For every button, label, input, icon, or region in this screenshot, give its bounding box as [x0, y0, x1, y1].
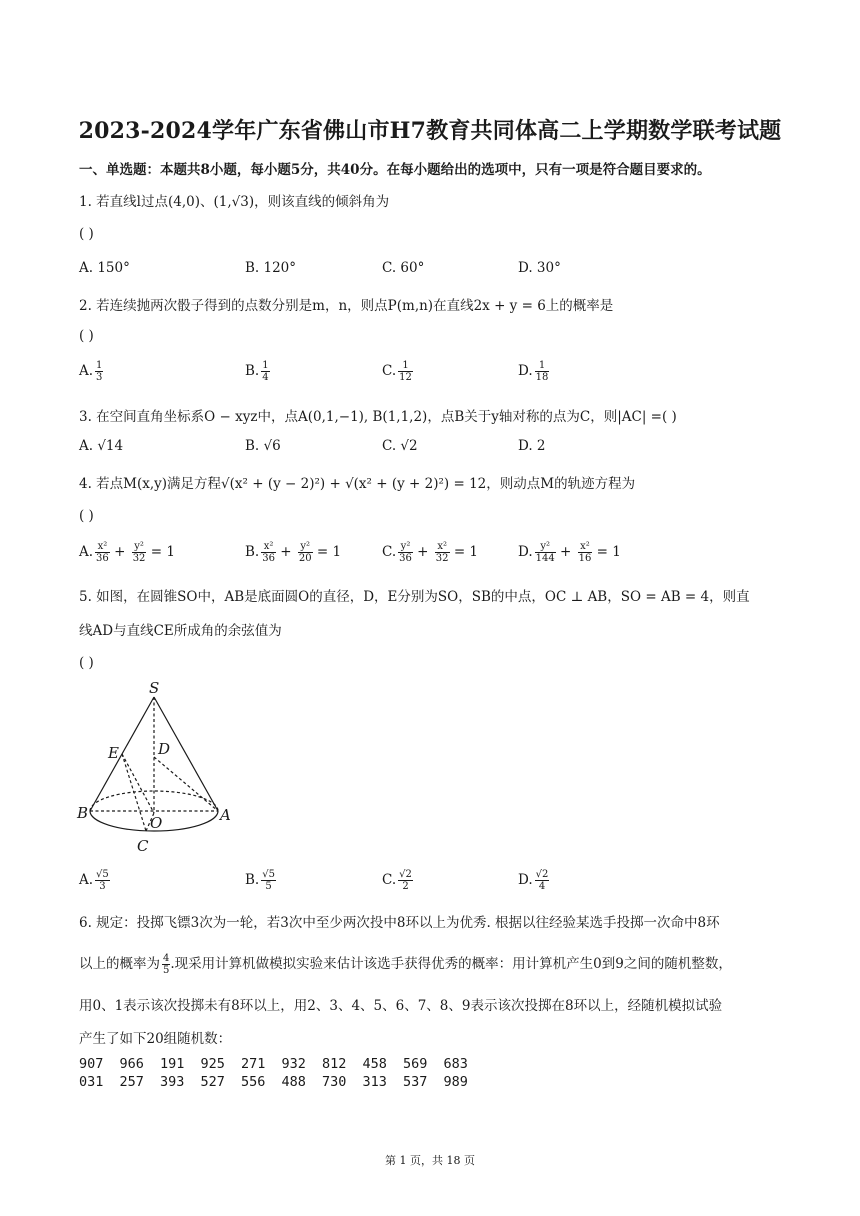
- figure-label-c: C: [137, 837, 149, 855]
- question-3-text: 3. 在空间直角坐标系O − xyz中，点A(0,1,−1), B(1,1,2)，点B关于y轴对称的点为C，则|AC| =( ): [79, 409, 677, 425]
- random-number: 031: [79, 1074, 104, 1090]
- question-1-option-a: A. 150°: [79, 260, 130, 276]
- figure-label-d: D: [158, 740, 171, 758]
- figure-label-e: E: [108, 744, 119, 762]
- figure-label-s: S: [149, 679, 160, 697]
- figure-label-a: A: [220, 806, 231, 824]
- question-6-text-line-1: 6. 规定：投掷飞镖3次为一轮，若3次中至少两次投中8环以上为优秀. 根据以往经验某选手投掷一次命中8环: [79, 915, 720, 931]
- random-number: 271: [241, 1056, 266, 1072]
- question-4-option-d: D. $\frac{\text{y²}}{144}$ + $\frac{\text{x²}}{16}$ = 1: [518, 541, 621, 564]
- question-2-option-b: B. $\frac{1}{4}$: [245, 360, 269, 383]
- question-4-answer-blank: ( ): [79, 508, 94, 524]
- random-number: 488: [281, 1074, 306, 1090]
- question-5-option-d: D. $\frac{√2}{4}$: [518, 869, 549, 892]
- random-number: 569: [403, 1056, 428, 1072]
- question-5-option-a: A. $\frac{√5}{3}$: [79, 869, 109, 892]
- question-2-option-a: A. $\frac{1}{3}$: [79, 360, 103, 383]
- random-number: 683: [443, 1056, 468, 1072]
- question-3-option-c: C. √2: [382, 438, 418, 454]
- question-1-text: 1. 若直线l过点(4,0)、(1,√3)，则该直线的倾斜角为: [79, 194, 390, 210]
- random-number: 730: [322, 1074, 347, 1090]
- random-number: 313: [362, 1074, 387, 1090]
- question-3-option-a: A. √14: [79, 438, 124, 454]
- random-number: 537: [403, 1074, 428, 1090]
- random-number: 257: [119, 1074, 144, 1090]
- random-number: 393: [160, 1074, 185, 1090]
- random-numbers-row-2: [79, 1074, 484, 1090]
- question-5-option-c: C. $\frac{√2}{2}$: [382, 869, 412, 892]
- random-number: 932: [281, 1056, 306, 1072]
- random-number: 527: [200, 1074, 225, 1090]
- figure-label-b: B: [77, 804, 89, 822]
- cone-figure: [70, 675, 250, 860]
- random-number: 191: [160, 1056, 185, 1072]
- random-number: 925: [200, 1056, 225, 1072]
- segment-ec: [122, 754, 146, 831]
- question-5-text-line-2: 线AD与直线CE所成角的余弦值为: [79, 623, 282, 639]
- question-2-option-c: C. $\frac{1}{12}$: [382, 360, 412, 383]
- question-6-text-line-4: 产生了如下20组随机数：: [79, 1031, 232, 1047]
- random-number: 458: [362, 1056, 387, 1072]
- random-number: 812: [322, 1056, 347, 1072]
- page-footer: 第 1 页，共 18 页: [385, 1154, 475, 1167]
- figure-label-o: O: [150, 814, 163, 832]
- question-2-text: 2. 若连续抛两次骰子得到的点数分别是m，n，则点P(m,n)在直线2x + y = 6上的概率是: [79, 298, 614, 314]
- section-heading: 一、单选题：本题共8小题，每小题5分，共40分。在每小题给出的选项中，只有一项是符合题目要求的。: [79, 162, 711, 178]
- question-4-option-c: C. $\frac{\text{y²}}{36}$ + $\frac{\text{x²}}{32}$ = 1: [382, 541, 479, 564]
- question-6-text-line-3: 用0、1表示该次投掷未有8环以上，用2、3、4、5、6、7、8、9表示该次投掷在8环以上，经随机模拟试验: [79, 998, 723, 1014]
- question-5-text-line-1: 5. 如图，在圆锥SO中，AB是底面圆O的直径，D，E分别为SO，SB的中点，OC ⊥ AB，SO = AB = 4，则直: [79, 589, 750, 605]
- question-3-option-b: B. √6: [245, 438, 281, 454]
- question-3-option-d: D. 2: [518, 438, 546, 454]
- random-number: 556: [241, 1074, 266, 1090]
- question-4-text: 4. 若点M(x,y)满足方程√(x² + (y − 2)²) + √(x² + (y + 2)²) = 12，则动点M的轨迹方程为: [79, 476, 636, 492]
- question-1-answer-blank: ( ): [79, 226, 94, 242]
- question-4-option-b: B. $\frac{\text{x²}}{36}$ + $\frac{\text{y²}}{20}$ = 1: [245, 541, 342, 564]
- question-6-text-line-2: 以上的概率为 $\frac{4}{5}$ .现采用计算机做模拟实验来估计该选手获得优秀的概率：用计算机产生0到9之间的随机整数，: [79, 953, 732, 976]
- question-2-option-d: D. $\frac{1}{18}$: [518, 360, 549, 383]
- question-5-option-b: B. $\frac{√5}{5}$: [245, 869, 275, 892]
- random-number: 966: [119, 1056, 144, 1072]
- segment-eo: [122, 754, 154, 813]
- random-number: 907: [79, 1056, 104, 1072]
- random-number: 989: [443, 1074, 468, 1090]
- question-1-option-c: C. 60°: [382, 260, 425, 276]
- question-1-option-d: D. 30°: [518, 260, 561, 276]
- question-1-option-b: B. 120°: [245, 260, 297, 276]
- segment-ad: [154, 757, 218, 811]
- question-5-answer-blank: ( ): [79, 655, 94, 671]
- page-title: 2023-2024学年广东省佛山市H7教育共同体高二上学期数学联考试题: [78, 118, 782, 144]
- random-numbers-row-1: [79, 1056, 484, 1072]
- question-4-option-a: A. $\frac{\text{x²}}{36}$ + $\frac{\text{y²}}{32}$ = 1: [79, 541, 175, 564]
- question-2-answer-blank: ( ): [79, 328, 94, 344]
